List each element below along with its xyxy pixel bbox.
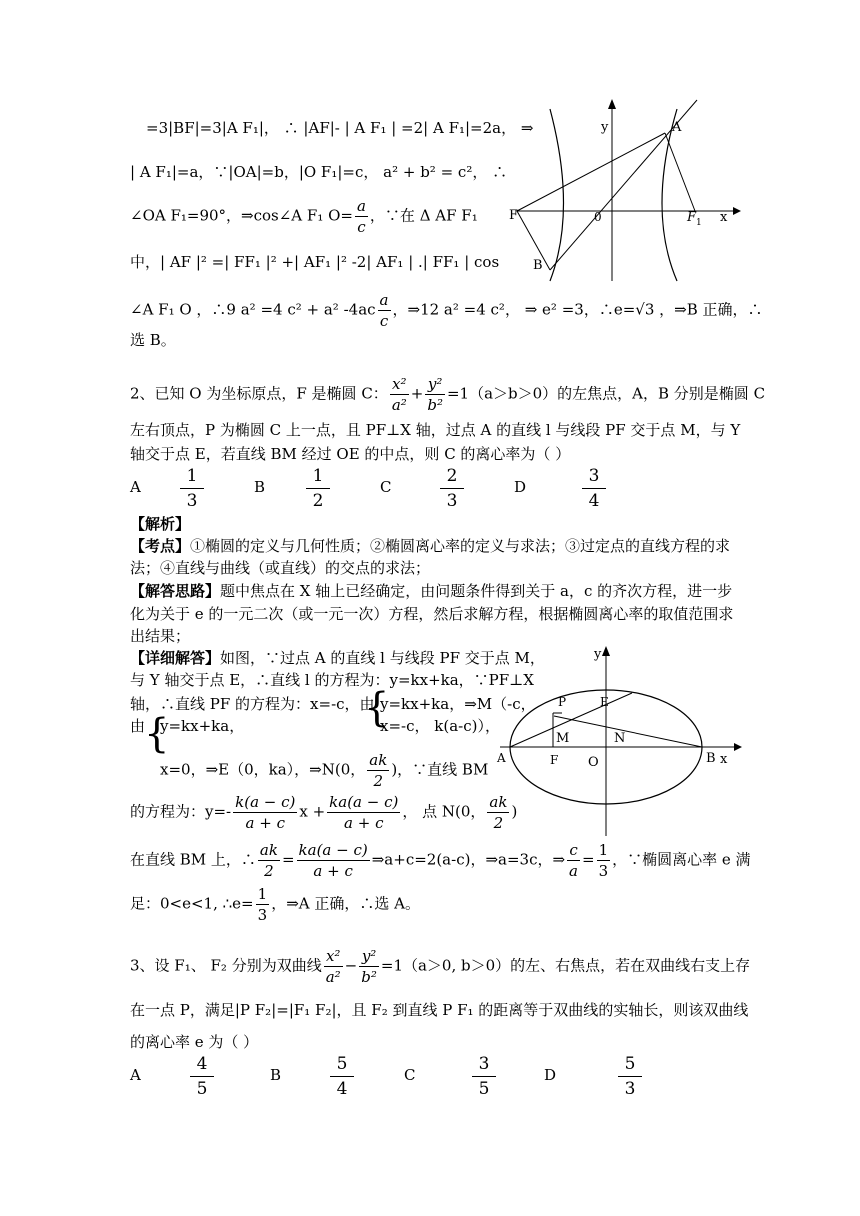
q2-option-a-label: A — [130, 478, 141, 496]
point-f1-label: F — [687, 210, 697, 225]
detail-line-4b: y=kx+ka， — [160, 717, 245, 735]
y-label: y — [601, 120, 609, 135]
point-a-label: A — [497, 751, 506, 765]
q3-option-b-label: B — [270, 1066, 282, 1084]
q2-option-a-value: 1 3 — [180, 464, 204, 513]
silu-line-2: 化为关于 e 的一元二次（或一元一次）方程，然后求解方程，根据椭圆离心率的取值范围求 — [130, 605, 734, 623]
solution-line-5: ∠A F₁ O ，∴9 a² =4 c² + a² -4ac $\frac{a}{c}$ ，⇒12 a² =4 c²， ⇒ e² =3，∴e=√3 ，⇒B 正确，∴ — [130, 291, 763, 330]
detail-line-7: 在直线 BM 上，∴ $\frac{ak}{2}$ = $\frac{ka(a - c)}{a + c}$ ⇒a+c=2(a-c)，⇒a=3c，⇒ $\frac{c}{a}$ = $\frac{1}{3}$ ，∵椭圆离心率 e 满 — [130, 841, 751, 880]
point-m-label: M — [556, 731, 570, 746]
point-f-label: F — [550, 753, 559, 767]
origin-label: 0 — [594, 210, 602, 224]
point-a-label: A — [672, 120, 682, 135]
ellipse-figure — [496, 640, 746, 840]
q3-stem-line-1: 3、设 F₁、 F₂ 分别为双曲线 $\frac{\text{x²}}{\text{a²}}$ − $\frac{\text{y²}}{\text{b²}}$ =1（a＞0, b＞0）的左、右焦点，若在双曲线右支上存 — [130, 947, 751, 986]
q3-option-a-label: A — [130, 1066, 141, 1084]
q3-option-b-value: 5 4 — [330, 1052, 354, 1101]
q2-option-d-label: D — [514, 478, 527, 496]
q2-stem-line-2: 左右顶点，P 为椭圆 C 上一点，且 PF⊥X 轴，过点 A 的直线 l 与线段 PF 交于点 M，与 Y — [130, 421, 741, 439]
detail-line-5: x=0，⇒E（0，ka），⇒N(0， $\frac{ak}{2}$ )，∵直线 BM — [160, 751, 489, 790]
jiexi-heading: 【解析】 — [130, 515, 191, 533]
detail-line-8: 足：0<e<1, ∴e= $\frac{1}{3}$ ，⇒A 正确，∴选 A。 — [130, 885, 420, 924]
solution-line-4: 中，| AF |² =| FF₁ |² +| AF₁ |² -2| AF₁ | .| FF₁ | cos — [130, 253, 500, 271]
q2-stem-line-1: 2、已知 O 为坐标原点，F 是椭圆 C： $\frac{\text{x²}}{\text{a²}}$ + $\frac{\text{y²}}{\text{b²}}$ =1（a＞b＞0）的左焦点，A，B 分别是椭圆 C — [130, 375, 766, 414]
detail-line-6: 的方程为：y=- $\frac{k(a - c)}{a + c}$ x + $\frac{ka(a - c)}{a + c}$ ， 点 N(0， $\frac{ak}{2}$ ) — [130, 793, 518, 832]
point-b-label: B — [533, 258, 543, 273]
solution-line-6: 选 B。 — [130, 331, 176, 349]
solution-line-3: ∠OA F₁=90°，⇒cos∠A F₁ O= $\frac{a}{c}$ ，∵在 Δ AF F₁ — [130, 197, 478, 236]
detail-line-3b: y=kx+ka，⇒M（-c， — [380, 695, 536, 713]
system-brace-2: { — [144, 711, 170, 757]
y-label: y — [594, 647, 602, 662]
solution-line-1: =3|BF|=3|A F₁|， ∴ |AF|- | A F₁ | =2| A F₁|=2a， ⇒ — [146, 119, 534, 137]
detail-line-4a: 由 — [130, 717, 146, 735]
q2-option-c-label: C — [380, 478, 392, 496]
q3-option-d-value: 5 3 — [618, 1052, 642, 1101]
point-f-label: F — [509, 208, 519, 223]
q2-option-b-value: 1 2 — [306, 464, 330, 513]
silu-line-3: 出结果； — [130, 627, 191, 645]
q3-option-c-label: C — [404, 1066, 416, 1084]
system-brace-1: { — [364, 685, 390, 731]
q2-option-d-value: 3 4 — [582, 464, 606, 513]
point-n-label: N — [614, 731, 626, 746]
point-e-label: E — [600, 695, 609, 709]
point-b-label: B — [706, 751, 716, 766]
point-p-label: P — [558, 695, 567, 709]
kaodian-line-2: 法；④直线与曲线（或直线）的交点的求法； — [130, 559, 431, 577]
point-f1-sub: 1 — [696, 218, 702, 228]
detail-line-4c: x=-c， k(a-c)）， — [380, 717, 500, 735]
q3-stem-line-3: 的离心率 e 为（ ） — [130, 1033, 259, 1051]
q3-option-a-value: 4 5 — [190, 1052, 214, 1101]
detail-line-2: 与 Y 轴交于点 E，∴直线 l 的方程为：y=kx+ka，∵PF⊥X — [130, 671, 534, 689]
solution-line-2: | A F₁|=a，∵|OA|=b，|O F₁|=c， a² + b² = c²， ∴ — [130, 163, 508, 181]
q2-option-c-value: 2 3 — [440, 464, 464, 513]
q2-option-b-label: B — [254, 478, 266, 496]
q3-option-d-label: D — [544, 1066, 557, 1084]
x-label: x — [720, 752, 728, 767]
detail-line-1: 【详细解答】如图，∵过点 A 的直线 l 与线段 PF 交于点 M， — [130, 649, 545, 667]
origin-label: O — [588, 755, 599, 770]
hyperbola-figure — [505, 95, 745, 285]
detail-line-3: 轴，∴直线 PF 的方程为：x=-c，由 — [130, 695, 375, 713]
q2-stem-line-3: 轴交于点 E，若直线 BM 经过 OE 的中点，则 C 的离心率为（ ） — [130, 445, 571, 463]
x-label: x — [720, 210, 728, 225]
q3-option-c-value: 3 5 — [472, 1052, 496, 1101]
silu-line-1: 【解答思路】题中焦点在 X 轴上已经确定，由问题条件得到关于 a，c 的齐次方程，进一步 — [130, 582, 733, 600]
q3-stem-line-2: 在一点 P，满足|P F₂|=|F₁ F₂|，且 F₂ 到直线 P F₁ 的距离等于双曲线的实轴长，则该双曲线 — [130, 1001, 749, 1019]
kaodian-line-1: 【考点】①椭圆的定义与几何性质；②椭圆离心率的定义与求法；③过定点的直线方程的求 — [130, 537, 731, 555]
